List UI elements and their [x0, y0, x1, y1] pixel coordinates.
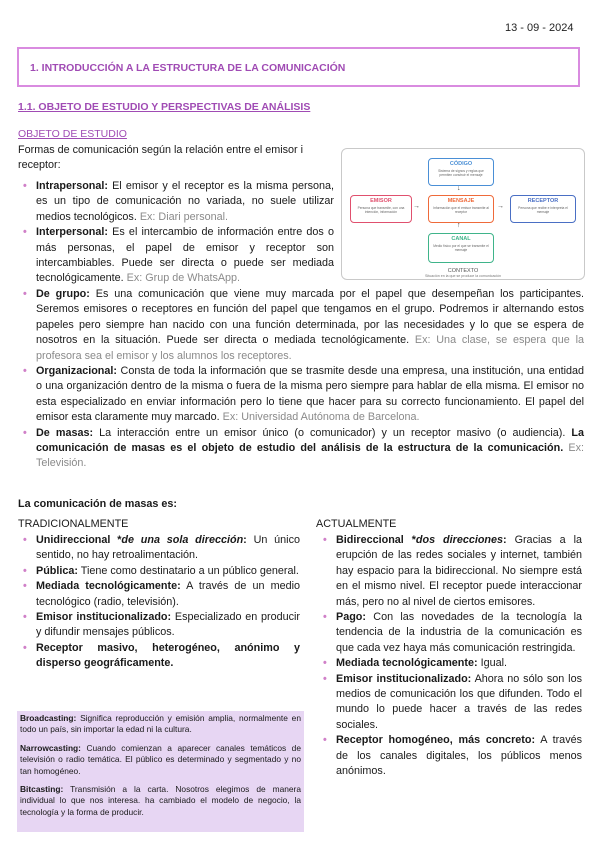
arrow-up-icon: ↑ — [457, 222, 461, 229]
masas-heading: La comunicación de masas es: — [18, 498, 178, 510]
diagram-contexto — [342, 268, 584, 278]
item-text: Consta de toda la información que se trasmite desde una empresa, una institución, una entidad o una organización dentro de la misma o fuera de la misma pero siempre para hablar de ella misma. El emisor no esta especializado en enviar información pero lo tiene que hacer para su correcto funcionamiento. El papel del emisor esta claramente muy marcado. — [36, 365, 584, 424]
diagram-codigo-desc: Sistema de signos y reglas que permiten construir el mensaje — [438, 169, 484, 177]
list-item — [18, 426, 584, 472]
list-item — [318, 733, 582, 779]
definition-label: Narrowcasting: — [20, 742, 81, 753]
item-example: Ex: Grup de WhatsApp. — [123, 272, 241, 285]
arrow-down-icon: ↓ — [457, 185, 461, 192]
list-item — [18, 364, 584, 426]
diagram-mensaje-desc: Información que el emisor transmite al receptor — [433, 206, 489, 214]
actual-heading: ACTUALMENTE — [316, 518, 397, 530]
item-label: De masas: — [36, 426, 94, 439]
item-label-italic: dos direcciones — [415, 534, 504, 546]
item-label: Receptor homogéneo, más concreto: — [336, 734, 536, 747]
list-item — [318, 672, 582, 734]
definitions-box — [17, 711, 304, 832]
list-item — [18, 533, 300, 564]
item-text: Es una comunicación que viene muy marcada por el papel que desempeñan los participantes. Seremos emisores o receptores en función del papel que tengamos en el grupo. Podremos ir alternando estos papeles pero siempre han nacido con una función determinada, por las necesidades y lo que se espera de nosotros en la situación. Puede ser directa o mediada tecnológicamente. — [36, 288, 584, 347]
diagram-receptor-desc: Persona que recibe e interpreta el mensaje — [518, 206, 568, 214]
definition-narrowcasting — [17, 743, 304, 777]
item-example: Ex: Una clase, se espera que la profesora sea el emisor y los alumnos los receptores. — [36, 334, 584, 362]
item-bold-tail: La comunicación de masas es el objeto de estudio del análisis de la estructura de la comunicación. — [36, 426, 584, 455]
item-label-italic: de una sola dirección — [121, 534, 244, 546]
item-text: A través de los canales digitales, los públicos menos anónimos. — [336, 734, 582, 778]
definition-bitcasting — [17, 784, 304, 818]
subsection-heading: OBJETO DE ESTUDIO — [18, 128, 127, 140]
diagram-receptor — [510, 195, 576, 223]
diagram-mensaje-label: MENSAJE — [447, 198, 475, 204]
types-list-bottom — [18, 287, 584, 472]
page-title: 1. INTRODUCCIÓN A LA ESTRUCTURA DE LA COMUNICACIÓN — [30, 62, 346, 74]
item-label-end: : — [503, 534, 507, 546]
diagram-canal-label: CANAL — [451, 236, 471, 242]
item-example: Ex: Diari personal. — [136, 210, 229, 223]
item-example: Ex: Universidad Autónoma de Barcelona. — [219, 411, 420, 424]
diagram-emisor-label: EMISOR — [370, 198, 392, 204]
item-text: La interacción entre un emisor único (o comunicador) y un receptor masivo (o audiencia). — [93, 426, 566, 439]
item-label: Pública: — [36, 564, 78, 577]
diagram-emisor — [350, 195, 412, 223]
definition-text: Transmisión a la carta. Nosotros elegimos de manera individual lo que nos interesa. ha cambiado el modelo de negocio, la tecnología y la forma de producir. — [20, 784, 301, 817]
item-label: De grupo: — [36, 288, 90, 300]
arrow-right-icon: → — [497, 203, 504, 210]
communication-diagram — [341, 148, 585, 280]
list-item — [18, 564, 300, 579]
item-text: Especializado en producir y difundir mensajes públicos. — [36, 611, 300, 639]
diagram-canal-desc: Medio físico por el que se transmite el mensaje — [433, 244, 489, 252]
definition-text: Cuando comienzan a aparecer canales temáticos de televisión o radio temática. El público es determinado y segmentado y no tan homogéneo. — [20, 742, 301, 776]
item-label-end: : — [243, 534, 247, 546]
arrow-right-icon: → — [413, 203, 420, 210]
diagram-emisor-desc: Persona que transmite, con una intención, información — [357, 206, 405, 214]
definition-label: Broadcasting: — [20, 713, 77, 723]
item-label: Organizacional: — [36, 365, 117, 378]
item-label: Emisor institucionalizado: — [336, 672, 472, 685]
diagram-codigo-label: CÓDIGO — [449, 161, 473, 167]
diagram-canal — [428, 233, 494, 263]
date: 13 - 09 - 2024 — [505, 22, 574, 34]
list-item — [18, 579, 300, 610]
diagram-mensaje — [428, 195, 494, 223]
section-heading: 1.1. OBJETO DE ESTUDIO Y PERSPECTIVAS DE ANÁLISIS — [18, 101, 311, 113]
item-text: Ahora no sólo son los medios de comunicación los que difunden. Todo el mundo lo puede hacer a través de las redes sociales. — [336, 672, 582, 731]
list-item — [18, 225, 334, 287]
list-item — [18, 287, 584, 364]
tradicional-heading: TRADICIONALMENTE — [18, 518, 129, 530]
item-text: Es el intercambio de información entre dos o más personas, el papel de emisor y receptor son intercambiables. Puede ser directa o puede ser mediada tecnológicamente. — [36, 226, 334, 285]
item-label: Intrapersonal: — [36, 180, 108, 192]
list-item — [18, 179, 334, 225]
item-label: Mediada tecnológicamente: — [336, 657, 478, 670]
item-text: Tiene como destinatario a un público general. — [78, 564, 299, 577]
list-item — [318, 610, 582, 656]
diagram-contexto-desc: Situación en la que se produce la comunicación — [424, 274, 502, 278]
item-example: Ex: Televisión. — [36, 442, 584, 470]
item-label: Emisor institucionalizado: — [36, 611, 172, 624]
item-text: Un único sentido, no hay retroalimentación. — [36, 534, 300, 562]
diagram-codigo — [428, 158, 494, 186]
intro-text: Formas de comunicación según la relación entre el emisor i receptor: — [18, 144, 304, 172]
item-label: Mediada tecnológicamente: — [36, 580, 181, 593]
item-label: Interpersonal: — [36, 226, 108, 239]
item-text: El emisor y el receptor es la misma persona, es un tipo de comunicación no variada, no suele utilizar medios tecnológicos. — [36, 180, 334, 223]
diagram-receptor-label: RECEPTOR — [527, 198, 559, 204]
diagram-contexto-label: CONTEXTO — [447, 268, 479, 274]
definition-broadcasting — [17, 711, 304, 736]
list-item — [318, 533, 582, 610]
item-text: Gracias a la erupción de las redes sociales y internet, también hay espacio para la bidireccional. No siempre está en el mismo nivel. El receptor puede interaccionar más, pero no al nivel de ciertos emisores. — [336, 534, 582, 608]
title-box — [17, 47, 580, 87]
item-label: Receptor masivo, heterogéneo, anónimo y disperso geográficamente. — [36, 641, 300, 670]
list-item — [318, 656, 582, 671]
item-text: Con las novedades de la tecnología la tendencia de la industria de la comunicación es que cada vez haya más comunicación restringida. — [336, 611, 582, 654]
item-label: Pago: — [336, 611, 366, 624]
item-label: Bidireccional * — [336, 534, 416, 546]
item-text: Igual. — [477, 657, 508, 670]
types-list-top — [18, 179, 334, 287]
item-label: Unidireccional * — [36, 534, 122, 546]
definition-text: Significa reproducción y emisión amplia, normalmente en todo un país, sin importar la edad ni la cultura. — [20, 713, 301, 735]
actual-list — [318, 533, 582, 780]
definition-label: Bitcasting: — [20, 784, 64, 795]
list-item — [18, 641, 300, 672]
list-item — [18, 610, 300, 641]
item-text: A través de un medio tecnológico (radio, televisión). — [36, 580, 300, 608]
tradicional-list — [18, 533, 300, 672]
